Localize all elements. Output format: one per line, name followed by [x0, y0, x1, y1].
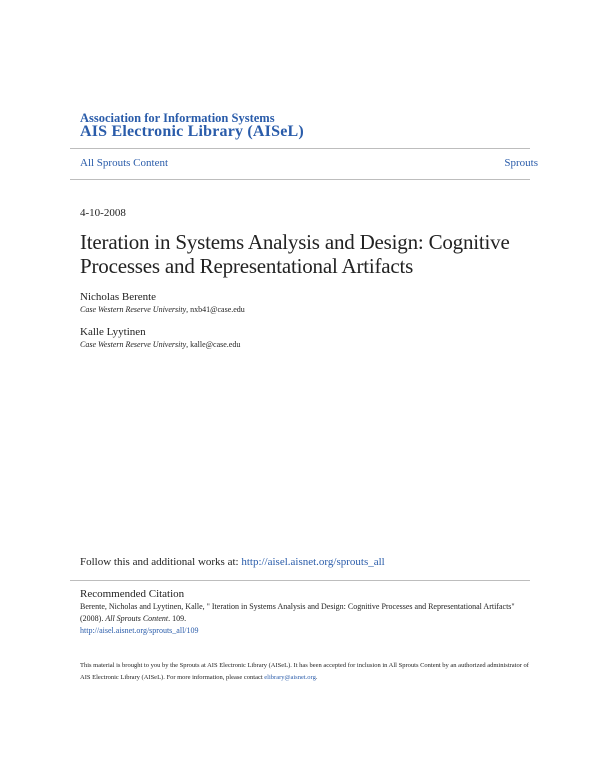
- citation-divider: [70, 580, 530, 581]
- org-name: Association for Information Systems: [80, 111, 275, 125]
- follow-line: [80, 556, 385, 568]
- footer-notice: [80, 660, 530, 684]
- footer-end: .: [315, 674, 318, 681]
- footer-text: This material is brought to you by the Sprouts at AIS Electronic Library (AISeL). It has been accepted for inclusion in All Sprouts Content by an authorized administrator of AIS Electronic Library (AISeL). For more information, please contact: [80, 662, 529, 681]
- nav-bottom-divider: [70, 179, 530, 180]
- follow-link[interactable]: http://aisel.aisnet.org/sprouts_all: [241, 556, 385, 568]
- author-name: Kalle Lyytinen: [80, 326, 146, 338]
- nav-top-divider: [70, 148, 530, 149]
- citation-link[interactable]: http://aisel.aisnet.org/sprouts_all/109: [80, 626, 199, 635]
- author-email: kalle@case.edu: [190, 340, 241, 349]
- publication-date: 4-10-2008: [80, 207, 126, 219]
- sprouts-link[interactable]: Sprouts: [504, 157, 538, 169]
- citation-number: . 109.: [168, 614, 187, 623]
- citation-body: Berente, Nicholas and Lyytinen, Kalle, " Iteration in Systems Analysis and Design: Cognitive Processes and Representational Artifacts" (2008).: [80, 602, 515, 623]
- library-name[interactable]: AIS Electronic Library (AISeL): [80, 123, 304, 140]
- follow-text: Follow this and additional works at:: [80, 556, 242, 568]
- contact-email-link[interactable]: elibrary@aisnet.org: [264, 674, 316, 681]
- author-institution: Case Western Reserve University: [80, 340, 187, 349]
- all-sprouts-content-link[interactable]: All Sprouts Content: [80, 157, 169, 169]
- author-name: Nicholas Berente: [80, 291, 157, 303]
- author-affiliation: Case Western Reserve University, kalle@case.edu: [80, 340, 241, 349]
- paper-title: Iteration in Systems Analysis and Design: Cognitive Processes and Representational Artifacts: [80, 230, 510, 278]
- citation-heading: Recommended Citation: [80, 588, 185, 600]
- author-email: nxb41@case.edu: [190, 305, 245, 314]
- citation-text: [80, 601, 530, 637]
- author-affiliation: Case Western Reserve University, nxb41@case.edu: [80, 305, 245, 314]
- author-institution: Case Western Reserve University: [80, 305, 187, 314]
- citation-journal: All Sprouts Content: [105, 614, 169, 623]
